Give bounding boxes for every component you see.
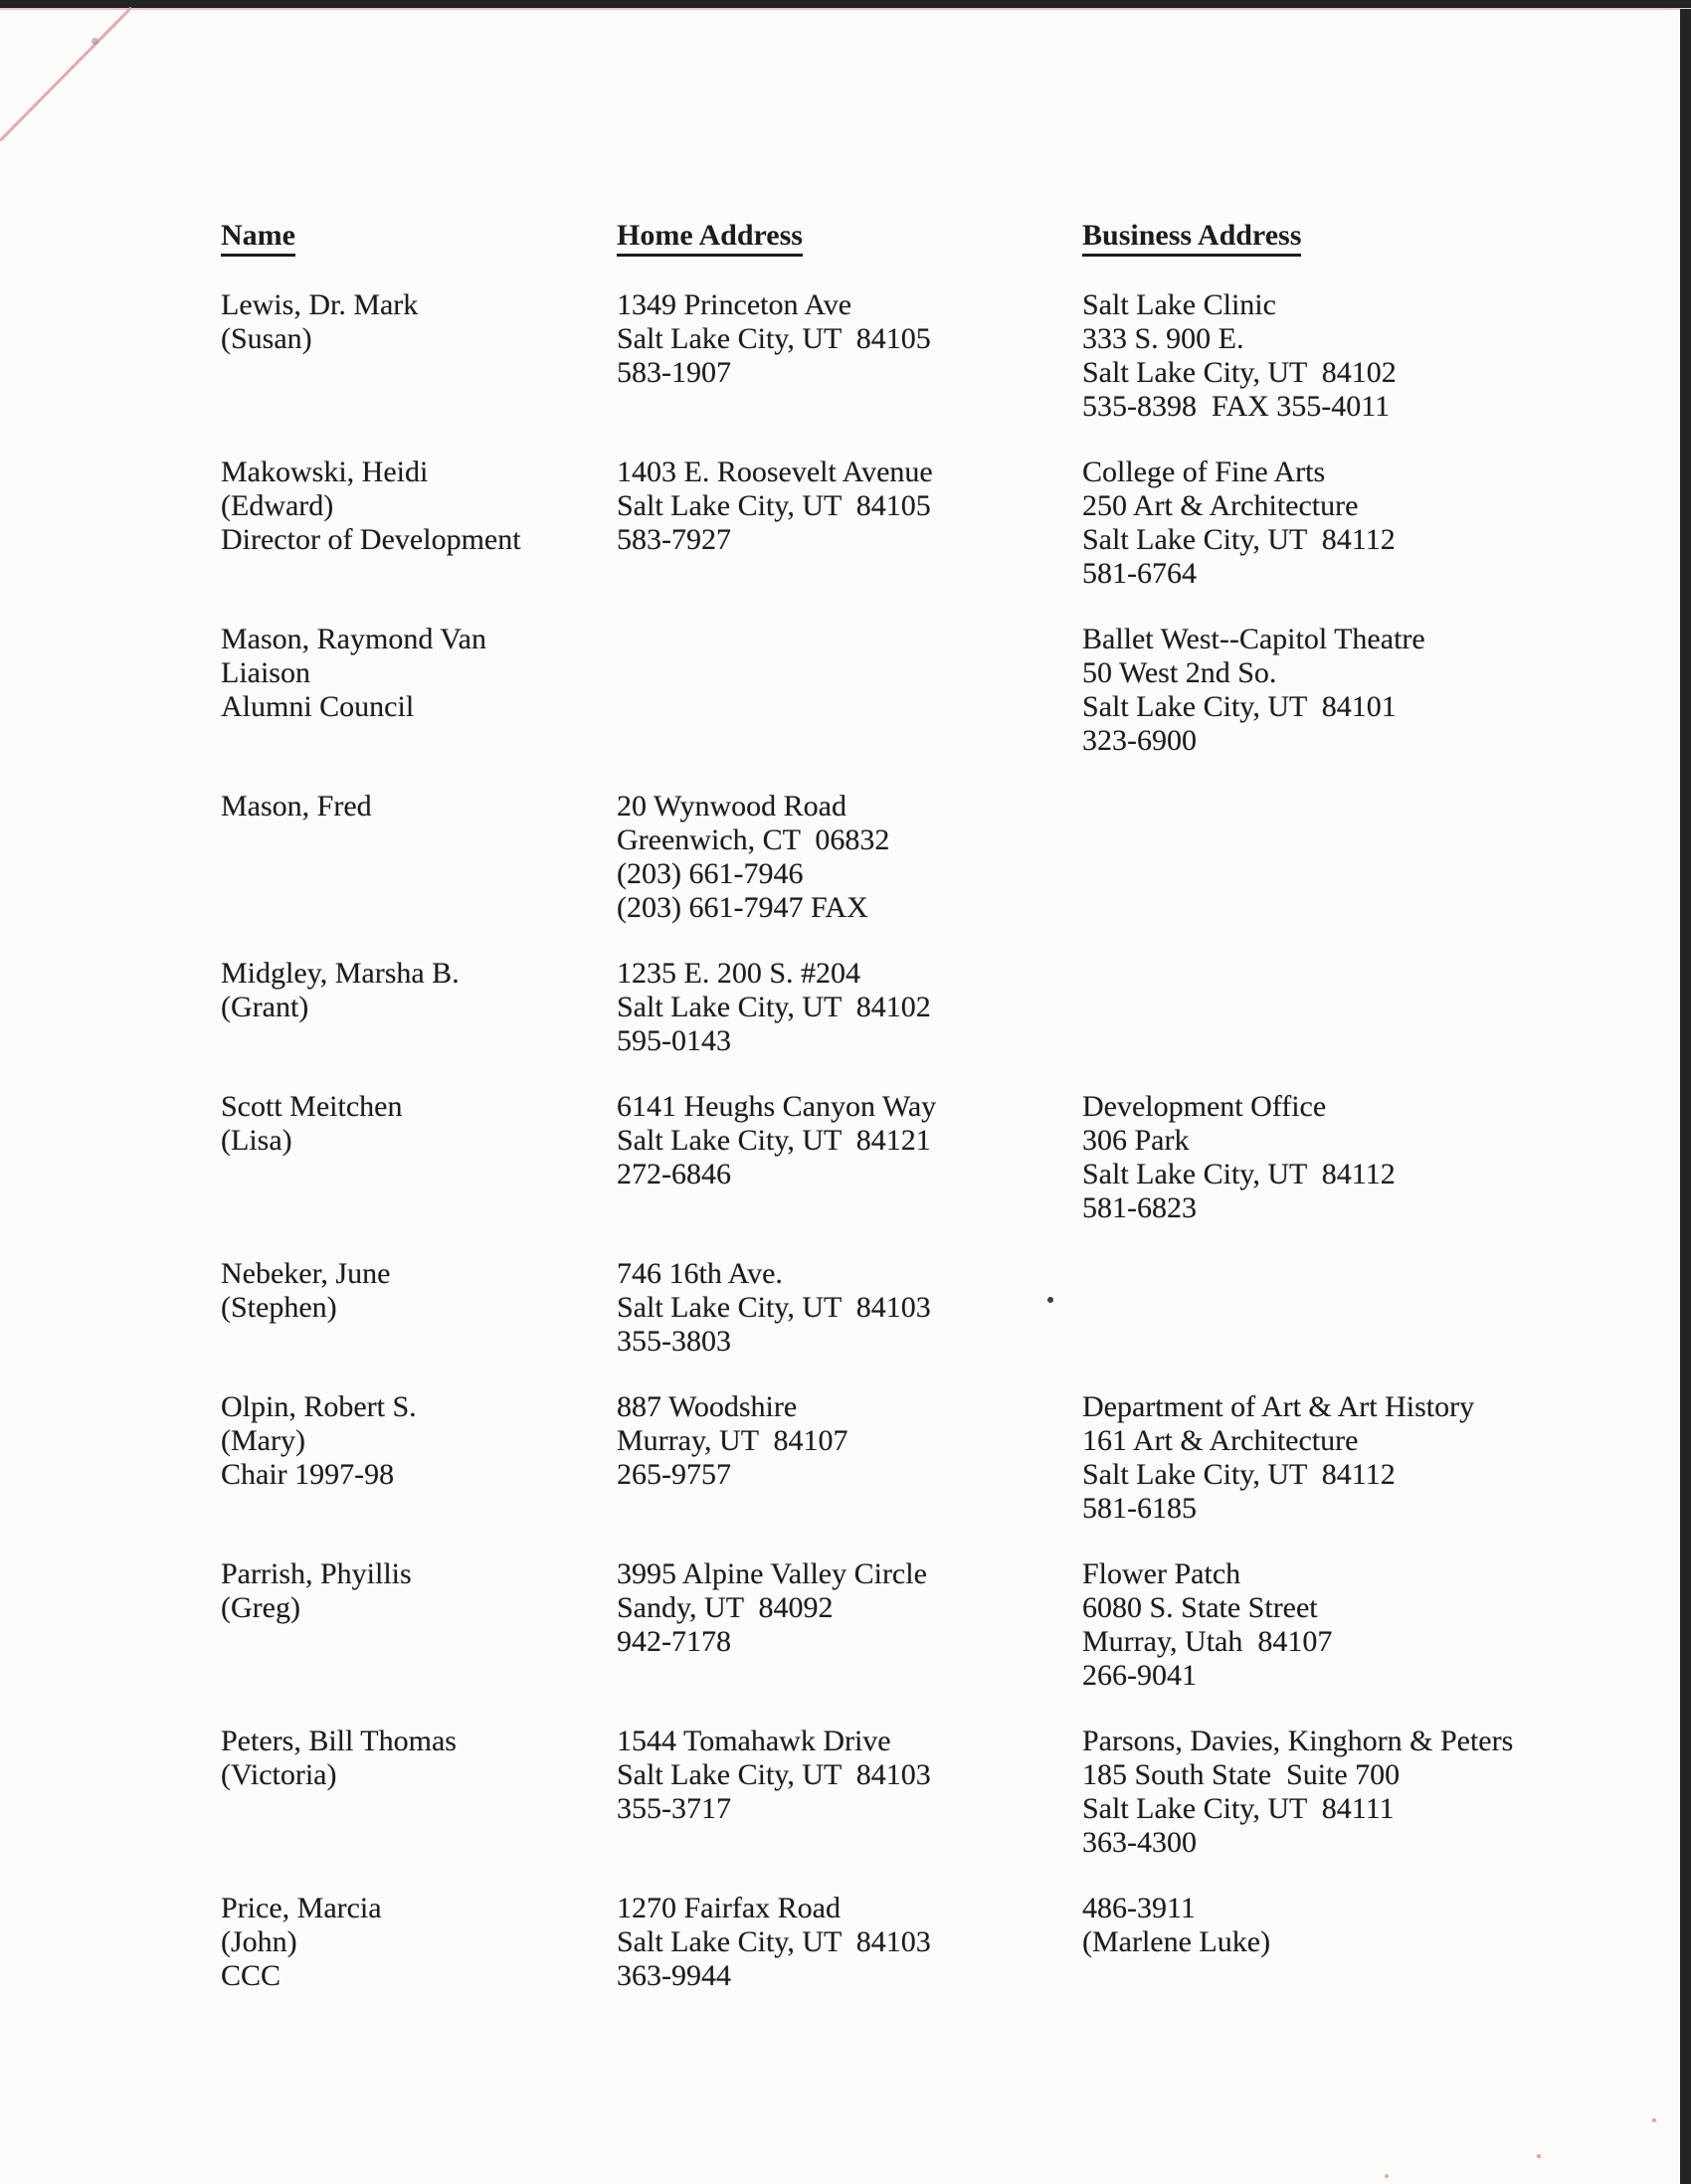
red-speck-artifact — [1652, 2118, 1656, 2122]
home-text-line: 1270 Fairfax Road — [617, 1892, 841, 1924]
name-text-line: (Lisa) — [221, 1124, 292, 1157]
column-header-home-address — [617, 219, 1082, 257]
home-cell — [617, 1892, 1082, 1993]
scanner-right-edge — [1680, 9, 1691, 2184]
business-text-line: 581-6764 — [1082, 557, 1197, 590]
business-text-line: 363-4300 — [1082, 1826, 1197, 1859]
name-text-line: (John) — [221, 1925, 297, 1958]
home-text-line: 265-9757 — [617, 1458, 731, 1491]
entry-row — [221, 1390, 1653, 1526]
name-cell — [221, 1257, 617, 1359]
business-text-line: 333 S. 900 E. — [1082, 322, 1244, 355]
business-cell — [1082, 288, 1653, 424]
entry-row — [221, 1257, 1653, 1359]
business-cell — [1082, 1090, 1653, 1225]
home-text-line: (203) 661-7946 — [617, 857, 804, 890]
business-text-line: Flower Patch — [1082, 1557, 1241, 1590]
business-cell — [1082, 455, 1653, 591]
red-speck-artifact — [1537, 2154, 1541, 2158]
home-text-line: 595-0143 — [617, 1024, 731, 1057]
entry-row — [221, 455, 1653, 591]
home-cell — [617, 957, 1082, 1058]
name-text-line: (Edward) — [221, 489, 334, 522]
business-cell — [1082, 1557, 1653, 1693]
home-text-line: 746 16th Ave. — [617, 1257, 783, 1290]
business-text-line: 486-3911 — [1082, 1892, 1196, 1924]
business-text-line: (Marlene Luke) — [1082, 1925, 1271, 1958]
name-text-line: CCC — [221, 1959, 282, 1992]
name-text-line: Director of Development — [221, 523, 521, 556]
column-header-name — [221, 219, 617, 257]
business-text-line: Salt Lake City, UT 84111 — [1082, 1792, 1395, 1825]
name-cell — [221, 957, 617, 1058]
home-text-line: 20 Wynwood Road — [617, 790, 846, 822]
gray-speck-artifact — [92, 38, 98, 45]
business-text-line: 581-6823 — [1082, 1191, 1197, 1224]
column-header-name-label: Name — [221, 219, 295, 257]
home-text-line: Salt Lake City, UT 84103 — [617, 1925, 931, 1958]
home-text-line: 1544 Tomahawk Drive — [617, 1725, 891, 1757]
name-cell — [221, 1725, 617, 1860]
directory-page — [221, 219, 1653, 2025]
red-speck-artifact — [1385, 2174, 1389, 2178]
column-header-business-address — [1082, 219, 1653, 257]
name-text-line: Mason, Raymond Van — [221, 623, 486, 655]
home-text-line: Salt Lake City, UT 84102 — [617, 991, 931, 1023]
entry-row — [221, 1725, 1653, 1860]
entry-row — [221, 623, 1653, 758]
directory-table — [221, 288, 1653, 1993]
name-text-line: Olpin, Robert S. — [221, 1390, 417, 1423]
name-text-line: Midgley, Marsha B. — [221, 957, 460, 990]
name-cell — [221, 790, 617, 925]
business-text-line: Parsons, Davies, Kinghorn & Peters — [1082, 1725, 1514, 1757]
home-text-line: Salt Lake City, UT 84103 — [617, 1291, 931, 1324]
home-text-line: Sandy, UT 84092 — [617, 1591, 834, 1624]
name-text-line: Liaison — [221, 656, 310, 689]
home-text-line: (203) 661-7947 FAX — [617, 891, 868, 924]
name-cell — [221, 1390, 617, 1526]
business-text-line: Development Office — [1082, 1090, 1327, 1123]
home-text-line: Murray, UT 84107 — [617, 1424, 848, 1457]
home-text-line: 3995 Alpine Valley Circle — [617, 1557, 927, 1590]
home-text-line: 1403 E. Roosevelt Avenue — [617, 455, 933, 488]
home-text-line: 887 Woodshire — [617, 1390, 798, 1423]
business-text-line: Department of Art & Art History — [1082, 1390, 1475, 1423]
business-cell — [1082, 1892, 1653, 1993]
business-text-line: Salt Lake City, UT 84112 — [1082, 1158, 1396, 1190]
home-text-line: 1349 Princeton Ave — [617, 288, 852, 321]
business-text-line: College of Fine Arts — [1082, 455, 1326, 488]
home-cell — [617, 1390, 1082, 1526]
business-text-line: Ballet West--Capitol Theatre — [1082, 623, 1425, 655]
business-text-line: Murray, Utah 84107 — [1082, 1625, 1333, 1658]
home-text-line: 355-3803 — [617, 1325, 731, 1358]
home-cell — [617, 790, 1082, 925]
name-text-line: Peters, Bill Thomas — [221, 1725, 457, 1757]
pink-thread-crease-artifact — [0, 7, 132, 142]
column-headers — [221, 219, 1653, 257]
home-cell — [617, 1557, 1082, 1693]
home-text-line: Salt Lake City, UT 84103 — [617, 1758, 931, 1791]
home-text-line: 363-9944 — [617, 1959, 731, 1992]
home-cell — [617, 1725, 1082, 1860]
business-text-line: Salt Lake City, UT 84102 — [1082, 356, 1397, 389]
business-text-line: Salt Lake Clinic — [1082, 288, 1276, 321]
entry-row — [221, 288, 1653, 424]
name-text-line: Lewis, Dr. Mark — [221, 288, 419, 321]
name-text-line: (Victoria) — [221, 1758, 337, 1791]
name-text-line: Parrish, Phyillis — [221, 1557, 412, 1590]
name-text-line: (Mary) — [221, 1424, 305, 1457]
entry-row — [221, 1557, 1653, 1693]
name-cell — [221, 623, 617, 758]
home-cell — [617, 288, 1082, 424]
home-cell — [617, 623, 1082, 758]
business-text-line: 6080 S. State Street — [1082, 1591, 1318, 1624]
name-text-line: Chair 1997-98 — [221, 1458, 395, 1491]
home-text-line: 272-6846 — [617, 1158, 731, 1190]
home-text-line: Salt Lake City, UT 84105 — [617, 489, 931, 522]
business-cell — [1082, 623, 1653, 758]
business-text-line: Salt Lake City, UT 84112 — [1082, 523, 1396, 556]
business-text-line: 161 Art & Architecture — [1082, 1424, 1359, 1457]
business-cell — [1082, 1390, 1653, 1526]
business-cell — [1082, 1725, 1653, 1860]
business-text-line: 250 Art & Architecture — [1082, 489, 1359, 522]
entry-row — [221, 1892, 1653, 1993]
home-cell — [617, 1090, 1082, 1225]
business-text-line: 50 West 2nd So. — [1082, 656, 1277, 689]
name-text-line: (Greg) — [221, 1591, 300, 1624]
name-cell — [221, 455, 617, 591]
home-text-line: 6141 Heughs Canyon Way — [617, 1090, 937, 1123]
name-cell — [221, 1090, 617, 1225]
name-cell — [221, 1557, 617, 1693]
entry-row — [221, 790, 1653, 925]
home-text-line: Salt Lake City, UT 84121 — [617, 1124, 931, 1157]
home-text-line: 355-3717 — [617, 1792, 731, 1825]
business-text-line: Salt Lake City, UT 84112 — [1082, 1458, 1396, 1491]
name-text-line: Nebeker, June — [221, 1257, 391, 1290]
scanner-top-thread-artifact — [0, 8, 1691, 10]
business-cell — [1082, 790, 1653, 925]
name-text-line: (Grant) — [221, 991, 309, 1023]
column-header-home-address-label: Home Address — [617, 219, 803, 257]
name-text-line: Scott Meitchen — [221, 1090, 403, 1123]
name-cell — [221, 1892, 617, 1993]
business-text-line: 535-8398 FAX 355-4011 — [1082, 390, 1391, 423]
home-text-line: 942-7178 — [617, 1625, 731, 1658]
home-text-line: Greenwich, CT 06832 — [617, 823, 890, 856]
name-cell — [221, 288, 617, 424]
entry-row — [221, 1090, 1653, 1225]
column-header-business-address-label: Business Address — [1082, 219, 1301, 257]
name-text-line: Alumni Council — [221, 690, 415, 723]
name-text-line: Makowski, Heidi — [221, 455, 429, 488]
home-text-line: Salt Lake City, UT 84105 — [617, 322, 931, 355]
business-text-line: Salt Lake City, UT 84101 — [1082, 690, 1397, 723]
business-text-line: 323-6900 — [1082, 724, 1197, 757]
business-cell — [1082, 1257, 1653, 1359]
name-text-line: (Susan) — [221, 322, 312, 355]
home-text-line: 583-7927 — [617, 523, 731, 556]
entry-row — [221, 957, 1653, 1058]
scanner-top-edge — [0, 0, 1691, 8]
business-text-line: 266-9041 — [1082, 1659, 1197, 1692]
home-cell — [617, 1257, 1082, 1359]
name-text-line: Price, Marcia — [221, 1892, 382, 1924]
name-text-line: (Stephen) — [221, 1291, 337, 1324]
business-cell — [1082, 957, 1653, 1058]
home-cell — [617, 455, 1082, 591]
business-text-line: 581-6185 — [1082, 1492, 1197, 1525]
business-text-line: 185 South State Suite 700 — [1082, 1758, 1401, 1791]
home-text-line: 1235 E. 200 S. #204 — [617, 957, 861, 990]
business-text-line: 306 Park — [1082, 1124, 1190, 1157]
home-text-line: 583-1907 — [617, 356, 731, 389]
name-text-line: Mason, Fred — [221, 790, 372, 822]
